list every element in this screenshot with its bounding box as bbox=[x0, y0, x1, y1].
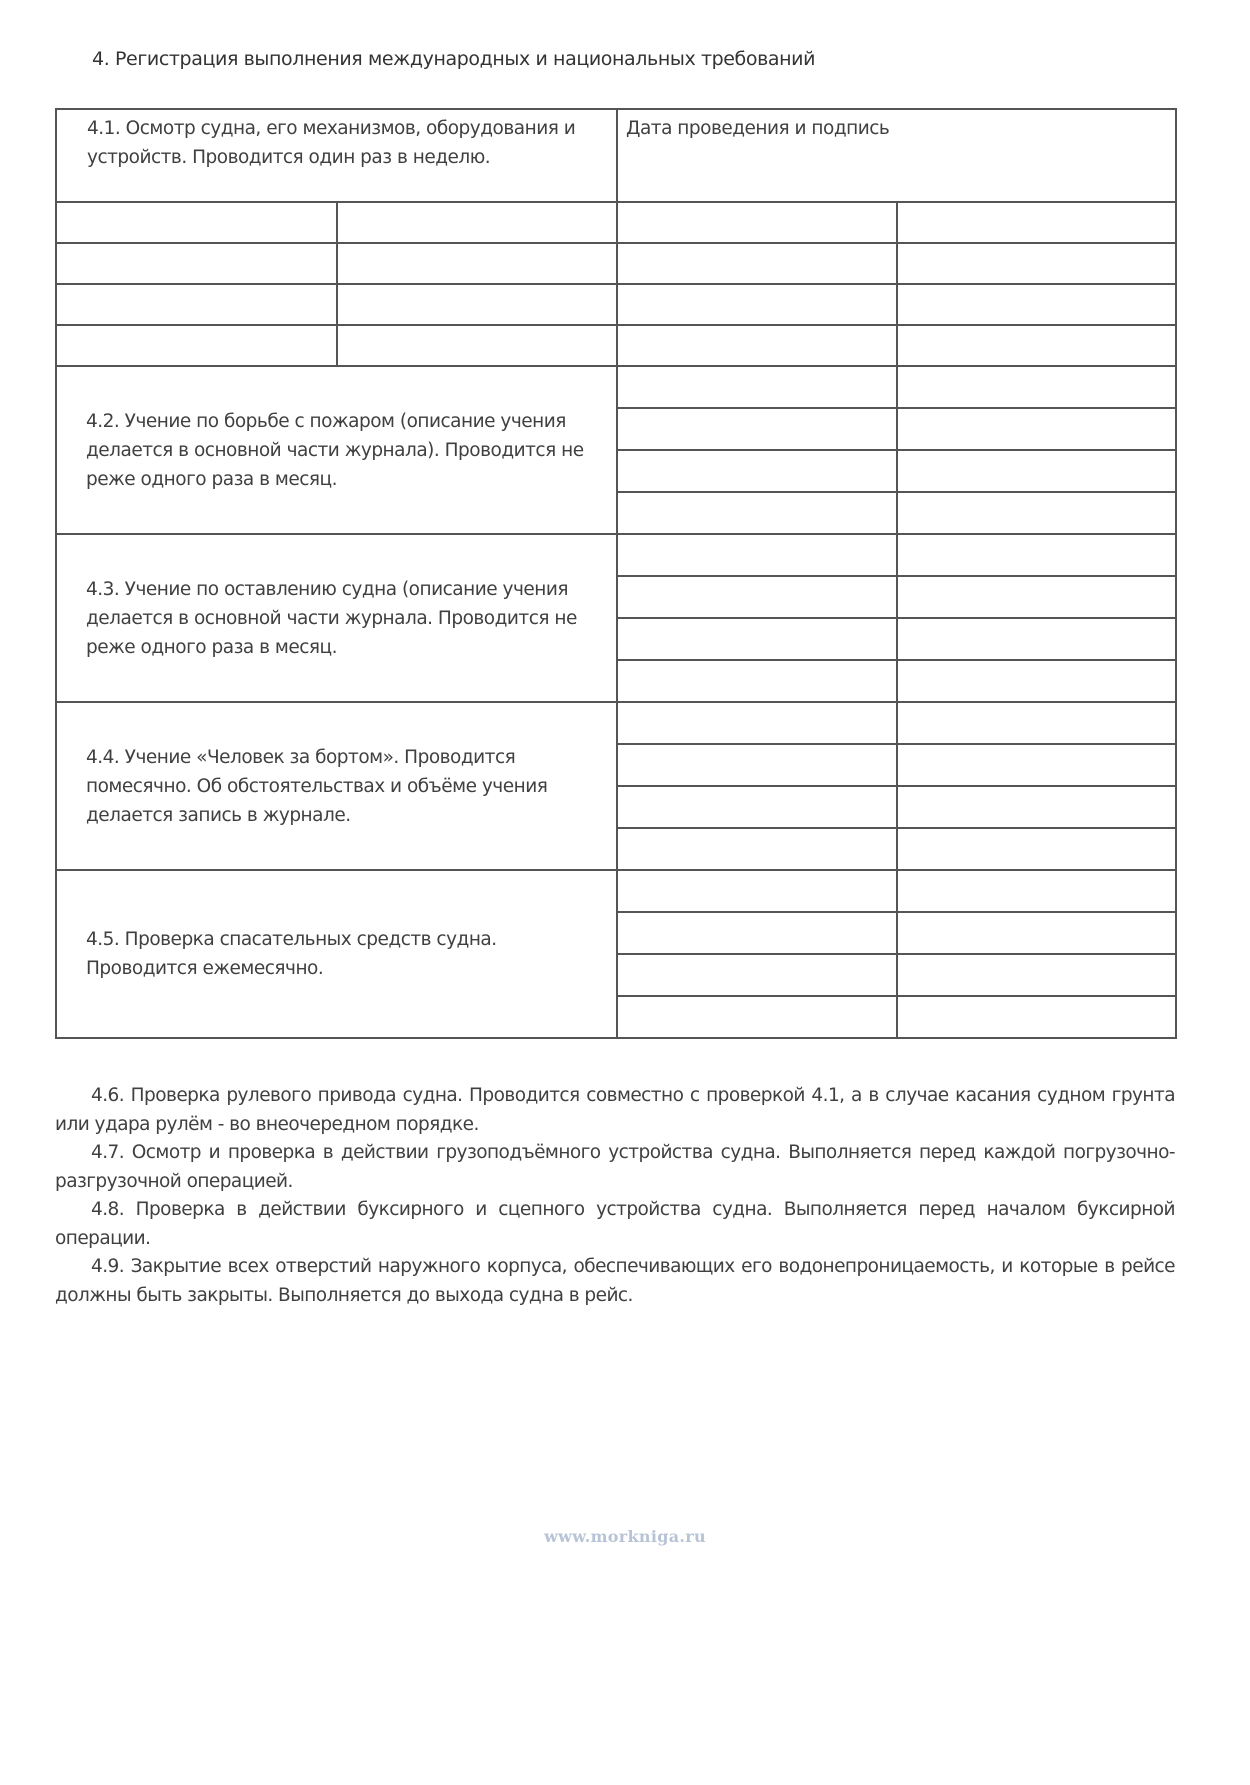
drill-entry-row bbox=[56, 702, 1176, 744]
weekly-entry-row bbox=[56, 202, 1176, 243]
entry-cell[interactable] bbox=[56, 243, 337, 284]
signature-cell[interactable] bbox=[897, 786, 1176, 828]
entry-cell[interactable] bbox=[617, 243, 897, 284]
date-cell[interactable] bbox=[617, 618, 897, 660]
signature-cell[interactable] bbox=[897, 954, 1176, 996]
entry-cell[interactable] bbox=[897, 325, 1176, 366]
note-4-7: 4.7. Осмотр и проверка в действии грузоподъёмного устройства судна. Выполняется перед каждой погрузочно-разгрузочной операцией. bbox=[55, 1142, 1175, 1192]
entry-cell[interactable] bbox=[617, 284, 897, 325]
entry-cell[interactable] bbox=[337, 243, 617, 284]
signature-cell[interactable] bbox=[897, 408, 1176, 450]
date-cell[interactable] bbox=[617, 492, 897, 534]
drill-entry-row bbox=[56, 870, 1176, 912]
watermark: www.morkniga.ru bbox=[544, 1527, 706, 1546]
drill-description-4-3: 4.3. Учение по оставлению судна (описание учения делается в основной части журнала. Проводится не реже одного раза в месяц. bbox=[56, 534, 617, 702]
entry-cell[interactable] bbox=[617, 325, 897, 366]
date-cell[interactable] bbox=[617, 954, 897, 996]
drill-description-4-2: 4.2. Учение по борьбе с пожаром (описание учения делается в основной части журнала). Проводится не реже одного раза в месяц. bbox=[56, 366, 617, 534]
date-cell[interactable] bbox=[617, 996, 897, 1038]
drill-entry-row bbox=[56, 366, 1176, 408]
date-cell[interactable] bbox=[617, 786, 897, 828]
entry-cell[interactable] bbox=[337, 202, 617, 243]
entry-cell[interactable] bbox=[897, 284, 1176, 325]
date-cell[interactable] bbox=[617, 450, 897, 492]
table-header-row bbox=[56, 109, 1176, 202]
entry-cell[interactable] bbox=[337, 284, 617, 325]
entry-cell[interactable] bbox=[897, 243, 1176, 284]
signature-cell[interactable] bbox=[897, 702, 1176, 744]
date-cell[interactable] bbox=[617, 366, 897, 408]
signature-cell[interactable] bbox=[897, 576, 1176, 618]
drill-entry-row bbox=[56, 534, 1176, 576]
signature-cell[interactable] bbox=[897, 366, 1176, 408]
entry-cell[interactable] bbox=[337, 325, 617, 366]
notes-paragraphs bbox=[55, 1082, 1175, 1310]
weekly-entry-row bbox=[56, 325, 1176, 366]
signature-cell[interactable] bbox=[897, 660, 1176, 702]
requirements-table bbox=[55, 108, 1177, 1039]
date-cell[interactable] bbox=[617, 702, 897, 744]
date-cell[interactable] bbox=[617, 744, 897, 786]
section-heading: 4. Регистрация выполнения международных и национальных требований bbox=[92, 48, 816, 70]
date-cell[interactable] bbox=[617, 912, 897, 954]
drill-description-4-5: 4.5. Проверка спасательных средств судна. Проводится ежемесячно. bbox=[56, 870, 617, 1038]
note-4-6: 4.6. Проверка рулевого привода судна. Проводится совместно с проверкой 4.1, а в случае касания судном грунта или удара рулём - во внеочередном порядке. bbox=[55, 1085, 1175, 1135]
signature-cell[interactable] bbox=[897, 618, 1176, 660]
signature-cell[interactable] bbox=[897, 828, 1176, 870]
date-cell[interactable] bbox=[617, 828, 897, 870]
weekly-entry-row bbox=[56, 243, 1176, 284]
date-cell[interactable] bbox=[617, 870, 897, 912]
date-signature-header: Дата проведения и подпись bbox=[617, 109, 1176, 202]
drill-description-4-4: 4.4. Учение «Человек за бортом». Проводится помесячно. Об обстоятельствах и объёме учения делается запись в журнале. bbox=[56, 702, 617, 870]
date-cell[interactable] bbox=[617, 534, 897, 576]
signature-cell[interactable] bbox=[897, 870, 1176, 912]
signature-cell[interactable] bbox=[897, 912, 1176, 954]
entry-cell[interactable] bbox=[56, 202, 337, 243]
note-4-9: 4.9. Закрытие всех отверстий наружного корпуса, обеспечивающих его водонепроницаемость, и которые в рейсе должны быть закрыты. Выполняется до выхода судна в рейс. bbox=[55, 1256, 1175, 1306]
entry-cell[interactable] bbox=[56, 325, 337, 366]
signature-cell[interactable] bbox=[897, 534, 1176, 576]
signature-cell[interactable] bbox=[897, 450, 1176, 492]
weekly-entry-row bbox=[56, 284, 1176, 325]
weekly-inspection-header: 4.1. Осмотр судна, его механизмов, оборудования и устройств. Проводится один раз в неделю. bbox=[56, 109, 617, 202]
entry-cell[interactable] bbox=[897, 202, 1176, 243]
signature-cell[interactable] bbox=[897, 492, 1176, 534]
entry-cell[interactable] bbox=[617, 202, 897, 243]
date-cell[interactable] bbox=[617, 408, 897, 450]
date-cell[interactable] bbox=[617, 576, 897, 618]
signature-cell[interactable] bbox=[897, 996, 1176, 1038]
date-cell[interactable] bbox=[617, 660, 897, 702]
signature-cell[interactable] bbox=[897, 744, 1176, 786]
note-4-8: 4.8. Проверка в действии буксирного и сцепного устройства судна. Выполняется перед началом буксирной операции. bbox=[55, 1199, 1175, 1249]
entry-cell[interactable] bbox=[56, 284, 337, 325]
